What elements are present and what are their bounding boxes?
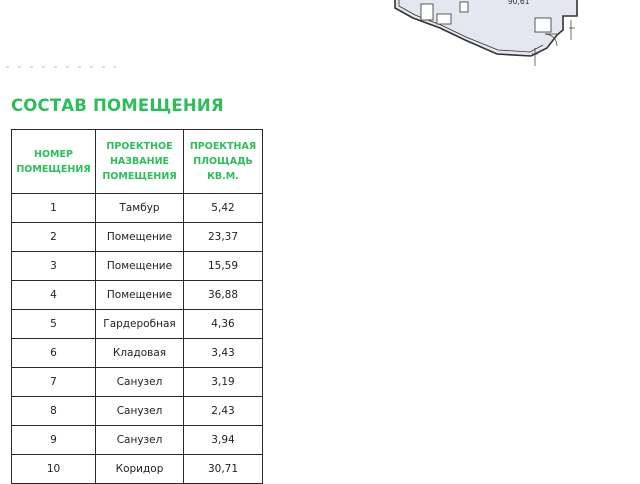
cell-room-name: Санузел <box>96 397 184 426</box>
floor-plan-image <box>385 0 640 70</box>
cell-room-area: 2,43 <box>184 397 263 426</box>
cell-room-area: 30,71 <box>184 455 263 484</box>
table-row <box>12 397 263 426</box>
cell-room-number: 5 <box>12 310 96 339</box>
table-header-row <box>12 130 263 194</box>
cell-room-number: 3 <box>12 252 96 281</box>
section-title: СОСТАВ ПОМЕЩЕНИЯ <box>11 96 224 115</box>
plan-area-label: 90,61 <box>508 0 530 6</box>
cell-room-area: 5,42 <box>184 194 263 223</box>
cell-room-number: 8 <box>12 397 96 426</box>
cell-room-name: Тамбур <box>96 194 184 223</box>
cell-room-name: Коридор <box>96 455 184 484</box>
cell-room-name: Кладовая <box>96 339 184 368</box>
cell-room-number: 4 <box>12 281 96 310</box>
table-row <box>12 310 263 339</box>
table-row <box>12 426 263 455</box>
cell-room-number: 7 <box>12 368 96 397</box>
cell-room-name: Санузел <box>96 426 184 455</box>
cell-room-number: 2 <box>12 223 96 252</box>
table-row <box>12 281 263 310</box>
header-room-number: НОМЕР ПОМЕЩЕНИЯ <box>12 130 96 194</box>
table-row <box>12 368 263 397</box>
cell-room-area: 3,19 <box>184 368 263 397</box>
cell-room-name: Санузел <box>96 368 184 397</box>
table-row <box>12 194 263 223</box>
header-room-name: ПРОЕКТНОЕ НАЗВАНИЕ ПОМЕЩЕНИЯ <box>96 130 184 194</box>
cell-room-number: 1 <box>12 194 96 223</box>
cell-room-area: 15,59 <box>184 252 263 281</box>
cell-room-name: Помещение <box>96 223 184 252</box>
cell-room-name: Помещение <box>96 281 184 310</box>
table-row <box>12 339 263 368</box>
cell-room-area: 23,37 <box>184 223 263 252</box>
cell-room-number: 6 <box>12 339 96 368</box>
table-row <box>12 252 263 281</box>
rooms-table <box>11 129 263 484</box>
cell-room-area: 36,88 <box>184 281 263 310</box>
cell-room-number: 9 <box>12 426 96 455</box>
cell-room-area: 4,36 <box>184 310 263 339</box>
scale-marks <box>6 66 116 68</box>
cell-room-name: Гардеробная <box>96 310 184 339</box>
cell-room-name: Помещение <box>96 252 184 281</box>
table-row <box>12 223 263 252</box>
table-row <box>12 455 263 484</box>
cell-room-area: 3,43 <box>184 339 263 368</box>
header-room-area: ПРОЕКТНАЯ ПЛОЩАДЬ КВ.М. <box>184 130 263 194</box>
cell-room-area: 3,94 <box>184 426 263 455</box>
cell-room-number: 10 <box>12 455 96 484</box>
